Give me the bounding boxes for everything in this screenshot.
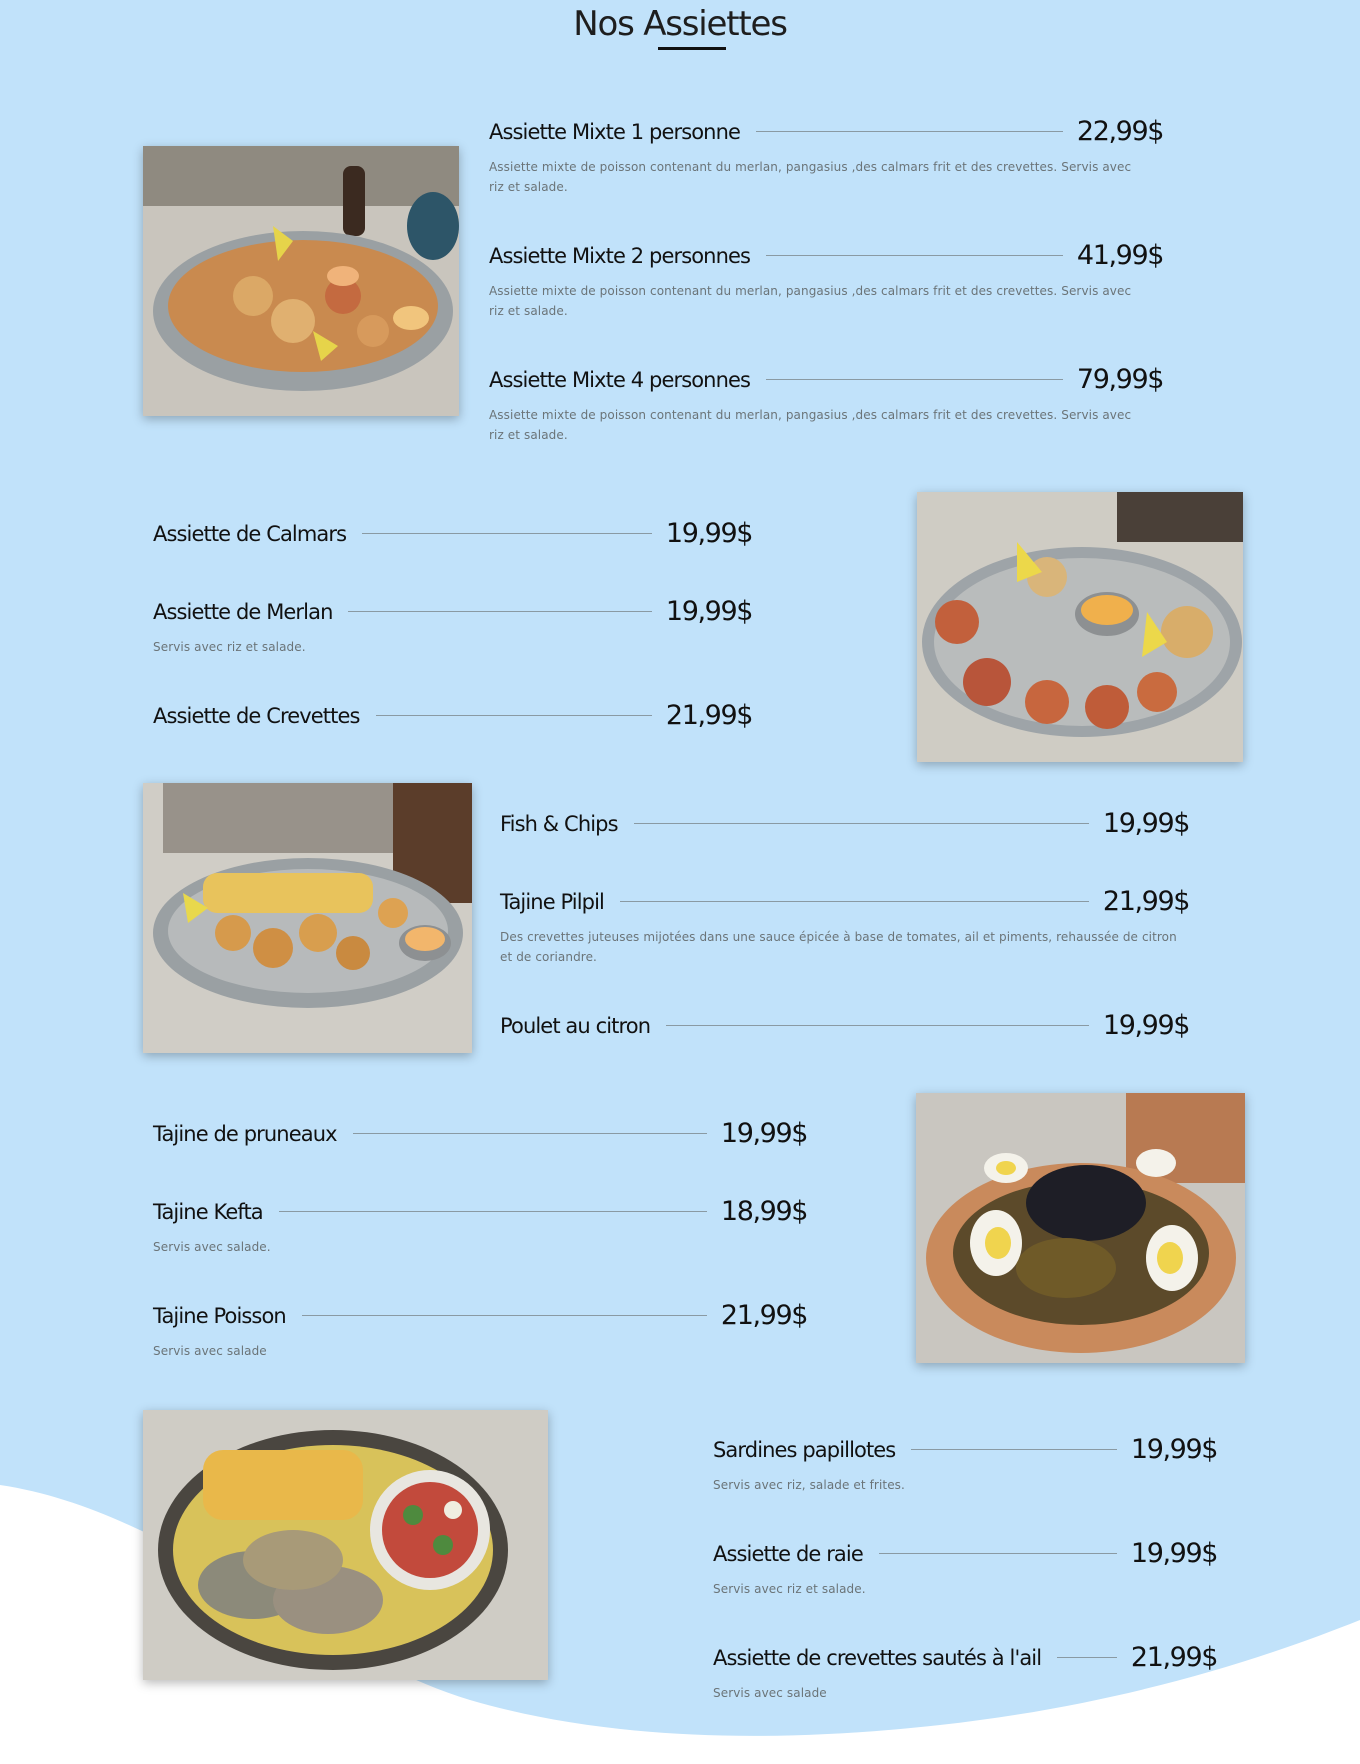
item-price: 19,99$ [665, 596, 752, 627]
item-description: Servis avec salade [713, 1686, 827, 1700]
item-name: Assiette de crevettes sautés à l'ail [713, 1645, 1042, 1670]
item-name: Assiette de Crevettes [153, 703, 360, 728]
item-price: 21,99$ [1130, 1642, 1217, 1673]
item-price: 19,99$ [665, 518, 752, 549]
leader-line [376, 715, 652, 716]
item-price: 19,99$ [1130, 1434, 1217, 1465]
leader-line [302, 1315, 707, 1316]
leader-line [766, 255, 1063, 256]
item-name: Assiette de Merlan [153, 599, 333, 624]
menu-item [500, 886, 1189, 967]
item-price: 21,99$ [720, 1300, 807, 1331]
item-name: Tajine Pilpil [500, 889, 604, 914]
item-price: 22,99$ [1076, 116, 1163, 147]
menu-item [713, 1538, 1217, 1599]
menu-item [500, 808, 1189, 839]
item-description: Assiette mixte de poisson contenant du merlan, pangasius ,des calmars frit et des crevettes. Servis avec riz et salade. [489, 408, 1132, 442]
item-price: 19,99$ [720, 1118, 807, 1149]
leader-line [879, 1553, 1117, 1554]
item-price: 19,99$ [1102, 808, 1189, 839]
item-description: Assiette mixte de poisson contenant du merlan, pangasius ,des calmars frit et des crevettes. Servis avec riz et salade. [489, 160, 1132, 194]
item-name: Assiette Mixte 2 personnes [489, 243, 751, 268]
item-name: Tajine Kefta [153, 1199, 263, 1224]
menu-item [153, 518, 752, 549]
leader-line [766, 379, 1063, 380]
menu-item [713, 1642, 1217, 1703]
menu-item [153, 1196, 807, 1257]
item-price: 19,99$ [1102, 1010, 1189, 1041]
leader-line [756, 131, 1063, 132]
item-price: 21,99$ [665, 700, 752, 731]
item-description: Servis avec riz, salade et frites. [713, 1478, 905, 1492]
item-name: Assiette Mixte 4 personnes [489, 367, 751, 392]
mixed-seafood-platter-photo [143, 146, 459, 416]
page-title: Nos Assiettes [573, 4, 787, 44]
menu-item [713, 1434, 1217, 1495]
leader-line [279, 1211, 707, 1212]
grilled-sardines-fries-photo [143, 1410, 548, 1680]
fish-and-chips-photo [143, 783, 472, 1053]
menu-item [500, 1010, 1189, 1041]
menu-item [153, 700, 752, 731]
leader-line [634, 823, 1089, 824]
item-name: Poulet au citron [500, 1013, 651, 1038]
title-underline [658, 47, 726, 50]
tajine-prunes-eggs-photo [916, 1093, 1245, 1363]
item-name: Fish & Chips [500, 811, 618, 836]
leader-line [1057, 1657, 1117, 1658]
leader-line [666, 1025, 1089, 1026]
item-description: Des crevettes juteuses mijotées dans une sauce épicée à base de tomates, ail et piments, rehaussée de citron et de coriandre. [500, 930, 1177, 964]
item-description: Servis avec riz et salade. [713, 1582, 866, 1596]
item-price: 21,99$ [1102, 886, 1189, 917]
menu-item [489, 364, 1163, 445]
item-price: 18,99$ [720, 1196, 807, 1227]
item-description: Servis avec salade [153, 1344, 267, 1358]
item-name: Tajine de pruneaux [153, 1121, 337, 1146]
menu-item [489, 116, 1163, 197]
item-price: 19,99$ [1130, 1538, 1217, 1569]
menu-item [153, 596, 752, 657]
item-name: Assiette de raie [713, 1541, 863, 1566]
leader-line [911, 1449, 1117, 1450]
item-description: Servis avec riz et salade. [153, 640, 306, 654]
item-name: Assiette de Calmars [153, 521, 347, 546]
leader-line [362, 533, 652, 534]
item-price: 41,99$ [1076, 240, 1163, 271]
item-name: Tajine Poisson [153, 1303, 286, 1328]
shrimp-calamari-platter-photo [917, 492, 1243, 762]
leader-line [348, 611, 651, 612]
menu-item [153, 1118, 807, 1149]
item-description: Assiette mixte de poisson contenant du merlan, pangasius ,des calmars frit et des crevettes. Servis avec riz et salade. [489, 284, 1132, 318]
item-name: Assiette Mixte 1 personne [489, 119, 741, 144]
menu-item [489, 240, 1163, 321]
menu-item [153, 1300, 807, 1361]
leader-line [353, 1133, 707, 1134]
leader-line [620, 901, 1089, 902]
item-price: 79,99$ [1076, 364, 1163, 395]
item-description: Servis avec salade. [153, 1240, 271, 1254]
item-name: Sardines papillotes [713, 1437, 896, 1462]
